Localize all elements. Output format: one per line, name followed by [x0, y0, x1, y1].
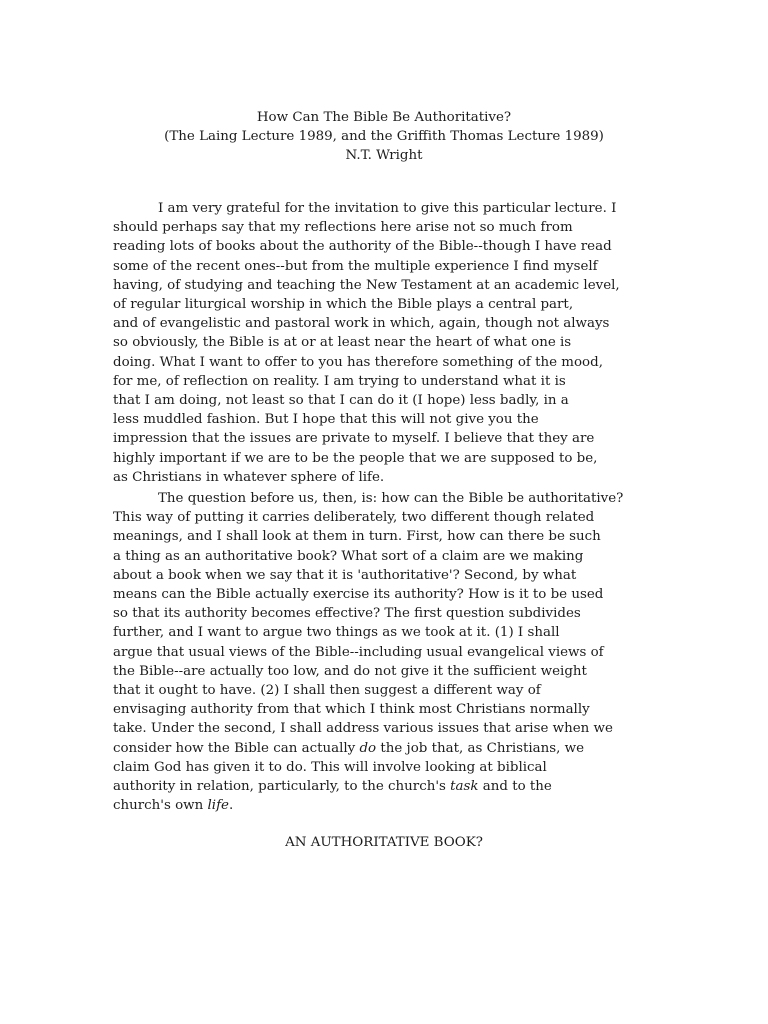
line-text: the job that, as Christians, we	[376, 740, 585, 756]
paragraph-line: highly important if we are to be the people that we are supposed to be,	[113, 450, 598, 466]
paragraph-line: argue that usual views of the Bible--including usual evangelical views of	[113, 644, 604, 660]
paragraph-line	[113, 777, 653, 796]
line-text: consider how the Bible can actually	[113, 740, 360, 756]
paragraph-line	[113, 796, 653, 815]
paragraph-1	[113, 199, 653, 487]
paragraph-line: for me, of reflection on reality. I am trying to understand what it is	[113, 373, 566, 389]
paragraph-line: means can the Bible actually exercise its authority? How is it to be used	[113, 587, 604, 603]
paragraph-line: some of the recent ones--but from the multiple experience I find myself	[113, 258, 598, 274]
title-block	[0, 108, 768, 165]
paragraph-line: less muddled fashion. But I hope that this will not give you the	[113, 412, 539, 428]
paragraph-line: the Bible--are actually too low, and do not give it the sufficient weight	[113, 663, 587, 679]
line-text: authority in relation, particularly, to the church's	[113, 779, 451, 795]
paragraph-line: so that its authority becomes effective? The first question subdivides	[113, 606, 581, 622]
document-author: N.T. Wright	[345, 148, 423, 163]
emphasis-text: do	[359, 740, 377, 756]
paragraph-line: so obviously, the Bible is at or at least near the heart of what one is	[113, 335, 572, 351]
paragraph-line: impression that the issues are private to myself. I believe that they are	[113, 431, 595, 447]
paragraph-line: meanings, and I shall look at them in turn. First, how can there be such	[113, 529, 601, 545]
paragraph-line: doing. What I want to offer to you has therefore something of the mood,	[113, 354, 603, 370]
paragraph-line: take. Under the second, I shall address various issues that arise when we	[113, 721, 613, 737]
emphasis-text: task	[450, 779, 479, 795]
paragraph-line: having, of studying and teaching the New Testament at an academic level,	[113, 277, 620, 293]
paragraph-2	[113, 489, 653, 815]
paragraph-line: I am very grateful for the invitation to give this particular lecture. I	[158, 201, 617, 216]
emphasis-text: life	[207, 798, 229, 814]
document-subtitle: (The Laing Lecture 1989, and the Griffith Thomas Lecture 1989)	[164, 129, 604, 144]
paragraph-line: further, and I want to argue two things as we took at it. (1) I shall	[113, 625, 560, 641]
paragraph-line: of regular liturgical worship in which the Bible plays a central part,	[113, 297, 574, 313]
paragraph-line	[113, 739, 653, 758]
line-text: church's own	[113, 798, 208, 814]
paragraph-line: that it ought to have. (2) I shall then suggest a different way of	[113, 683, 541, 699]
paragraph-line: envisaging authority from that which I think most Christians normally	[113, 702, 590, 718]
paragraph-line: as Christians in whatever sphere of life.	[113, 469, 385, 485]
paragraph-line: that I am doing, not least so that I can do it (I hope) less badly, in a	[113, 393, 569, 409]
paragraph-line: a thing as an authoritative book? What sort of a claim are we making	[113, 548, 584, 564]
section-heading: AN AUTHORITATIVE BOOK?	[285, 835, 483, 850]
paragraph-line: should perhaps say that my reflections here arise not so much from	[113, 220, 573, 236]
document-title: How Can The Bible Be Authoritative?	[256, 110, 512, 125]
paragraph-line: and of evangelistic and pastoral work in which, again, though not always	[113, 316, 610, 332]
paragraph-line: claim God has given it to do. This will involve looking at biblical	[113, 759, 547, 775]
paragraph-line: about a book when we say that it is 'authoritative'? Second, by what	[113, 567, 577, 583]
line-text: .	[228, 798, 234, 814]
line-text: and to the	[478, 779, 552, 795]
paragraph-line: The question before us, then, is: how can the Bible be authoritative?	[158, 491, 624, 506]
paragraph-line: This way of putting it carries deliberately, two different though related	[113, 510, 595, 526]
paragraph-line: reading lots of books about the authority of the Bible--though I have read	[113, 239, 612, 255]
